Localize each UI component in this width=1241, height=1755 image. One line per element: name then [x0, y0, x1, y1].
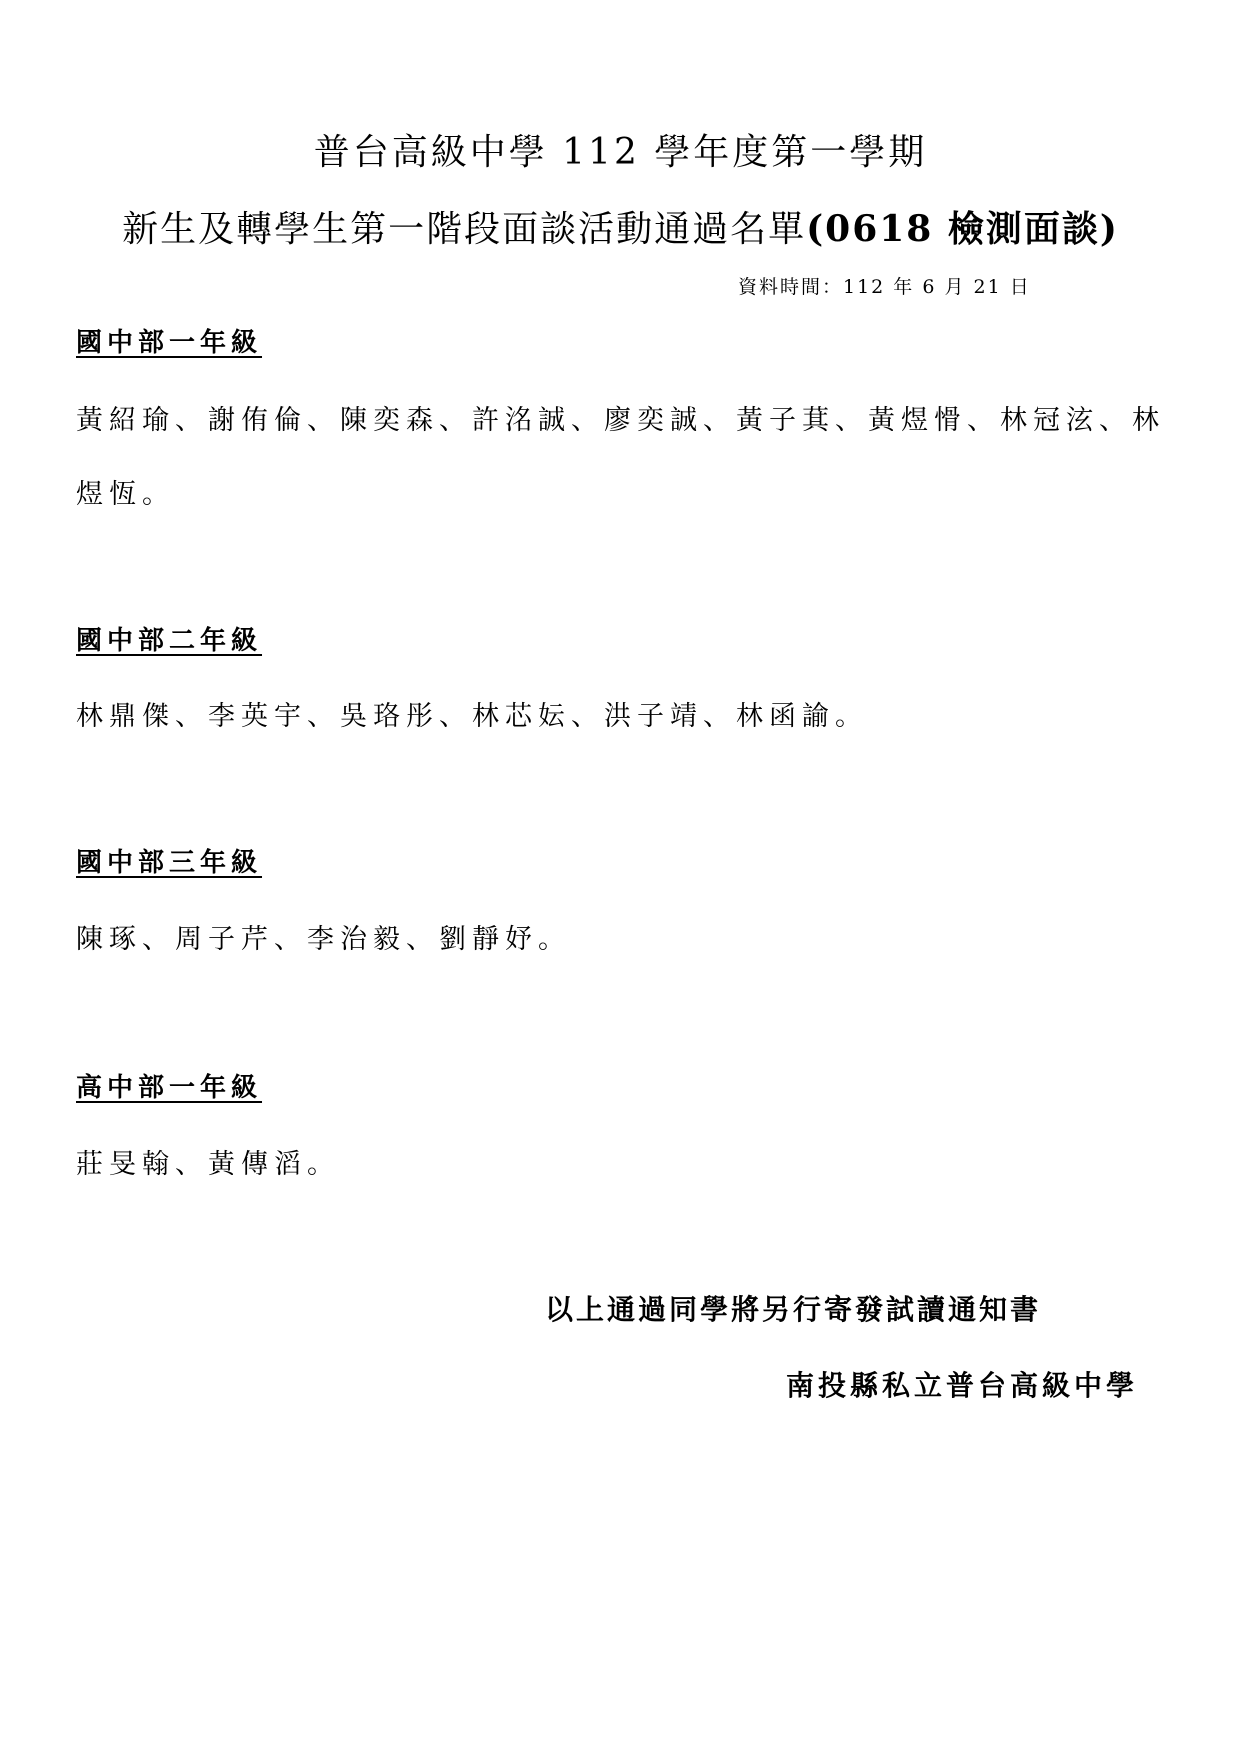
- subtitle-parenthetical: (0618 檢測面談): [806, 208, 1119, 250]
- document-title: 普台高級中學 112 學年度第一學期: [313, 132, 928, 173]
- document-subtitle: [0, 206, 1241, 253]
- section-heading-junior-grade-3: 國中部三年級: [76, 848, 263, 878]
- data-time-stamp: 資料時間：112 年 6 月 21 日: [738, 276, 1031, 298]
- name-list-junior-grade-1: 黃紹瑜、謝侑倫、陳奕森、許洺誠、廖奕誠、黃子萁、黃煜愲、林冠泫、林煜恆。: [76, 405, 1165, 510]
- section-heading-junior-grade-2: 國中部二年級: [76, 626, 263, 656]
- name-list-senior-grade-1: 莊旻翰、黃傳滔。: [76, 1149, 340, 1180]
- subtitle-main: 新生及轉學生第一階段面談活動通過名單: [122, 209, 807, 250]
- school-signature: 南投縣私立普台高級中學: [786, 1369, 1139, 1402]
- name-list-junior-grade-3: 陳琢、周子芹、李治毅、劉靜妤。: [76, 924, 571, 955]
- name-list-junior-grade-2: 林鼎傑、李英宇、吳珞彤、林芯妘、洪子靖、林函諭。: [76, 701, 868, 732]
- notice-text: 以上通過同學將另行寄發試讀通知書: [545, 1293, 1042, 1326]
- section-heading-junior-grade-1: 國中部一年級: [76, 328, 263, 358]
- section-heading-senior-grade-1: 高中部一年級: [76, 1073, 263, 1103]
